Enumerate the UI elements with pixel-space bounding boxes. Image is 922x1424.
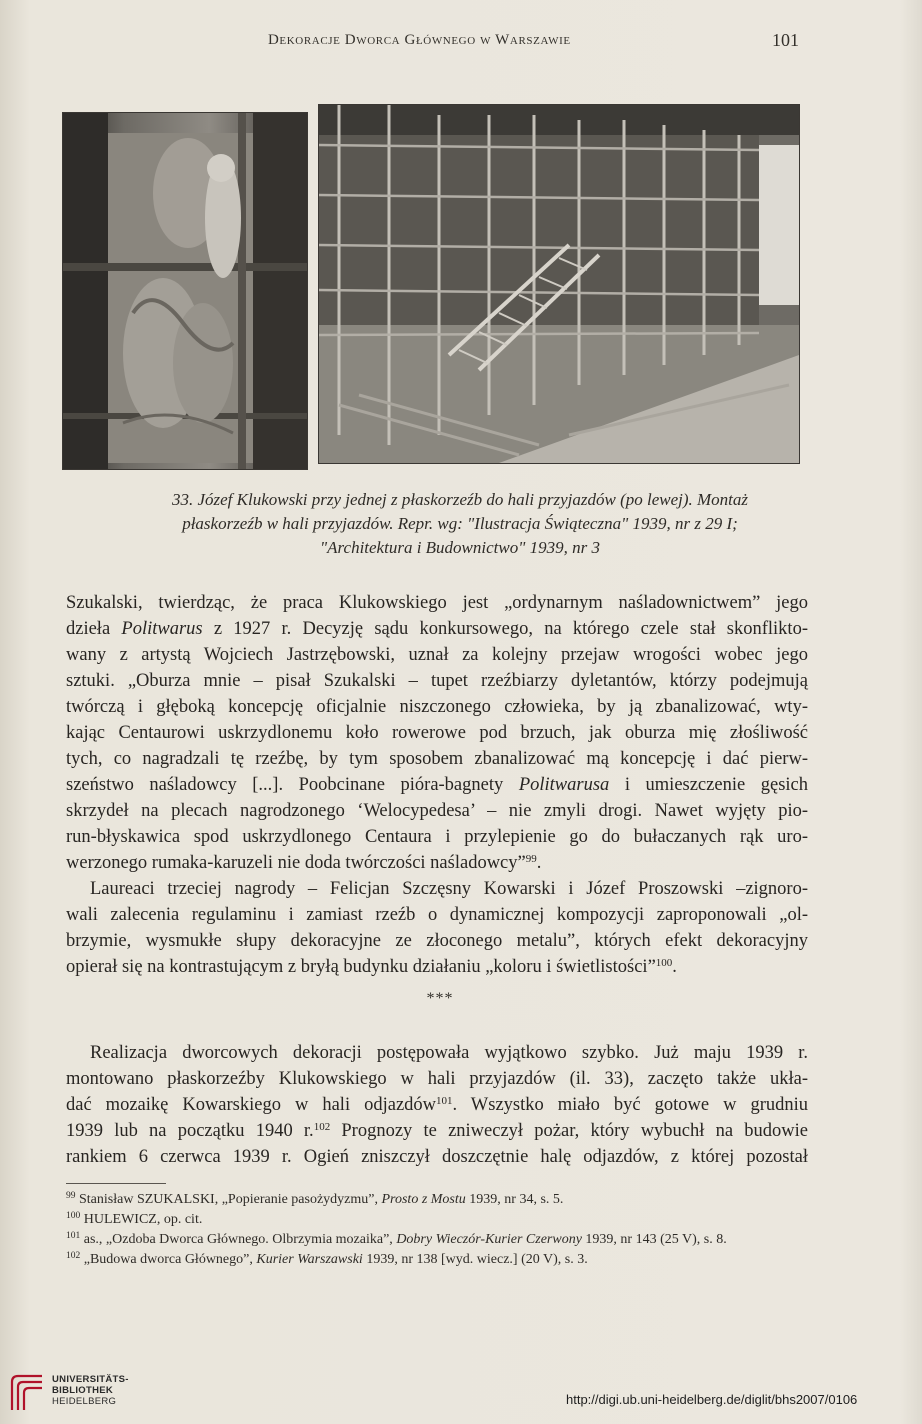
- figure-caption: [80, 488, 840, 560]
- footnote: $^{100}$ HULEWICZ, op. cit.: [66, 1211, 203, 1227]
- text-line: 1939 lub na początku 1940 r.$^{102}$ Prognozy te zniweczył pożar, który wybuchł na budowie: [66, 1121, 808, 1141]
- section-separator: ***: [426, 990, 454, 1007]
- text-line: brzymie, wysmukłe słupy dekoracyjne ze złoconego metalu”, których efekt dekoracyjny: [66, 931, 808, 951]
- footnote: $^{101}$ as., „Ozdoba Dworca Głównego. Olbrzymia mozaika”, Dobry Wieczór-Kurier Czerwony 1939, nr 143 (25 V), s. 8.: [66, 1231, 727, 1247]
- text-line: Laureaci trzeciej nagrody – Felicjan Szczęsny Kowarski i Józef Proszowski –zignoro-: [90, 879, 808, 899]
- text-line: Szukalski, twierdząc, że praca Klukowskiego jest „ordynarnym naśladownictwem” jego: [66, 593, 808, 613]
- text-line: run-błyskawica spod uskrzydlonego Centaura i przylepienie go do bułaczanych rąk uro-: [66, 827, 808, 847]
- text-line: dzieła Politwarus z 1927 r. Decyzję sądu konkursowego, na którego czele stał skonflikto-: [66, 619, 808, 639]
- library-name: UNIVERSITÄTS- BIBLIOTHEK HEIDELBERG: [52, 1374, 129, 1407]
- text-line: sztuki. „Oburza mnie – pisał Szukalski – tupet rzeźbiarzy dyletantów, którzy podejmują: [66, 671, 808, 691]
- photo-relief-installation-icon: [63, 113, 307, 469]
- text-line: skrzydeł na plecach nagrodzonego ‘Welocypedesa’ – nie zmyli drogi. Nawet wyjęty pio-: [66, 801, 808, 821]
- source-url[interactable]: http://digi.ub.uni-heidelberg.de/diglit/bhs2007/0106: [566, 1392, 858, 1407]
- footnote-ref: 102: [313, 1121, 331, 1133]
- text-line: opierał się na kontrastującym z bryłą budynku działaniu „koloru i świetlistości”$^{100}$.: [66, 957, 677, 977]
- text-line: kając Centaurowi uskrzydlonemu koło rowerowe pod brzuch, jak oburza mię złośliwość: [66, 723, 808, 743]
- footnote-ref: 101: [436, 1095, 453, 1107]
- paragraph-3: [66, 1040, 808, 1170]
- caption-line-3: "Architektura i Budownictwo" 1939, nr 3: [320, 538, 600, 557]
- text-line: wany z artystą Wojciech Jastrzębowski, uznał za kolejny przejaw wrogości wobec jego: [66, 645, 808, 665]
- text-line: wali zalecenia regulaminu i zamiast rzeźb o dynamicznej kompozycji zaproponowali „ol-: [66, 905, 808, 925]
- text-line: dać mozaikę Kowarskiego w hali odjazdów$^{101}$. Wszystko miało być gotowe w grudniu: [66, 1095, 808, 1115]
- footnote-divider: [66, 1183, 166, 1184]
- text-line: twórczą i głęboką koncepcję oficjalnie niszczonego człowieka, by ją zbanalizować, wty-: [66, 697, 808, 717]
- paragraph-1: [66, 590, 808, 980]
- footnotes: [66, 1190, 826, 1270]
- footnote-ref: 100: [655, 957, 673, 969]
- photo-relief-installation: [62, 112, 308, 470]
- text-line: rankiem 6 czerwca 1939 r. Ogień zniszczył doszczętnie halę odjazdów, z której pozostał: [66, 1147, 808, 1167]
- caption-line-1: 33. Józef Klukowski przy jednej z płaskorzeźb do hali przyjazdów (po lewej). Montaż: [171, 490, 749, 509]
- photo-scaffolding-hall-icon: [319, 105, 799, 463]
- page-number: 101: [772, 30, 799, 50]
- text-line: tych, co nagradzali tę rzeźbę, by tym sposobem zbanalizować mą koncepcję i dać pierw-: [66, 749, 808, 769]
- text-line: szeństwo naśladowcy [...]. Poobcinane pióra-bagnety Politwarusa i umieszczenie gęsich: [66, 775, 808, 795]
- text-line: Realizacja dworcowych dekoracji postępowała wyjątkowo szybko. Już maju 1939 r.: [90, 1043, 808, 1063]
- caption-line-2: płaskorzeźb w hali przyjazdów. Repr. wg: "Ilustracja Świąteczna" 1939, nr z 29 I;: [182, 514, 738, 533]
- library-logo-icon: [8, 1372, 46, 1412]
- text-line: montowano płaskorzeźby Klukowskiego w hali przyjazdów (il. 33), zaczęto także ukła-: [66, 1069, 808, 1089]
- running-head: Dekoracje Dworca Głównego w Warszawie: [268, 32, 571, 48]
- footnote: $^{99}$ Stanisław SZUKALSKI, „Popieranie pasożydyzmu”, Prosto z Mostu 1939, nr 34, s. 5.: [66, 1191, 564, 1207]
- photo-scaffolding-hall: [318, 104, 800, 464]
- footnote-ref: 99: [525, 853, 537, 865]
- footnote: $^{102}$ „Budowa dworca Głównego”, Kurier Warszawski 1939, nr 138 [wyd. wiecz.] (20 V), s. 3.: [66, 1251, 588, 1267]
- text-line: werzonego rumaka-karuzeli nie doda twórczości naśladowcy”$^{99}$.: [66, 853, 542, 873]
